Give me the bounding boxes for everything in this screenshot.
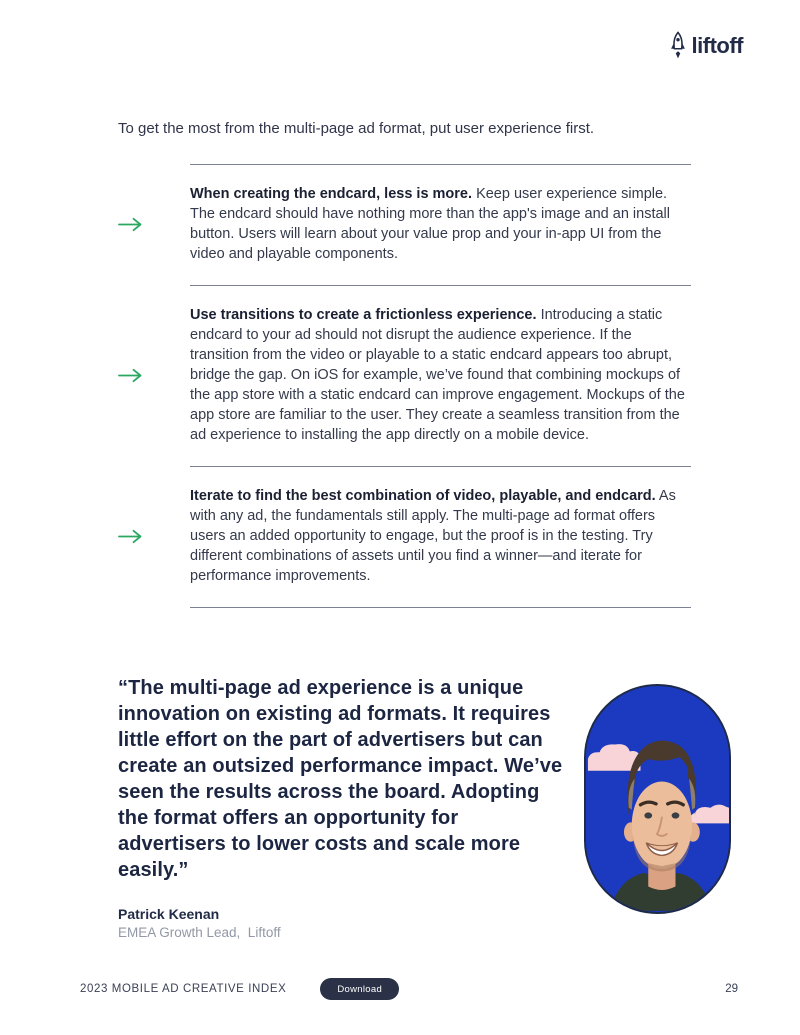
page-footer — [80, 976, 738, 1002]
liftoff-logo — [667, 31, 743, 60]
arrow-right-icon — [118, 217, 190, 232]
main-content — [118, 119, 691, 608]
tip-body-text: Keep user experience simple. The endcard should have nothing more than the app's image and an install button. Users will learn about your value prop and your in-app UI from the video and playable components. — [190, 186, 670, 262]
divider — [190, 607, 691, 608]
page-number: 29 — [725, 983, 738, 995]
tip-text — [190, 184, 691, 264]
tip-lead: Iterate to find the best combination of video, playable, and endcard. — [190, 488, 656, 504]
tip-text — [190, 486, 691, 586]
tip-item-1 — [118, 164, 691, 285]
rocket-icon — [667, 31, 689, 60]
download-button[interactable]: Download — [320, 978, 399, 1000]
tip-text — [190, 305, 691, 445]
tips-list — [118, 164, 691, 608]
tip-text-block — [190, 466, 691, 607]
tip-body-text: Introducing a static endcard to your ad should not disrupt the audience experience. If the transition from the video or playable to a static endcard appears too abrupt, bridge the gap. On iOS for example, we’ve found that combining mockups of the app store with a static endcard can improve engagement. Mockups of the app store are familiar to the user. They create a seamless transition from the ad experience to installing the app directly on a mobile device. — [190, 307, 685, 443]
arrow-right-icon — [118, 529, 190, 544]
brand-name: liftoff — [691, 32, 743, 58]
tip-text-block — [190, 164, 691, 285]
quote-column — [118, 675, 570, 942]
report-title: 2023 MOBILE AD CREATIVE INDEX — [80, 983, 287, 995]
intro-text: To get the most from the multi-page ad format, put user experience first. — [118, 120, 595, 137]
tip-text-block — [190, 285, 691, 466]
quote-section — [118, 675, 731, 942]
quote-text: “The multi-page ad experience is a unique innovation on existing ad formats. It requires little effort on the part of advertisers but can create an outsized performance impact. We’ve seen the results across the board. Adopting the format offers an opportunity for advertisers to lower costs and scale more easily.” — [118, 677, 563, 881]
tip-item-3 — [118, 466, 691, 607]
tip-item-2 — [118, 285, 691, 466]
portrait-photo — [584, 684, 731, 914]
tip-body-text: As with any ad, the fundamentals still apply. The multi-page ad format offers users an added opportunity to engage, but the proof is in the testing. Try different combinations of assets until you find a winner—and iterate for performance improvements. — [190, 488, 676, 584]
author-name: Patrick Keenan — [118, 906, 220, 922]
tip-lead: Use transitions to create a frictionless experience. — [190, 307, 537, 323]
tip-lead: When creating the endcard, less is more. — [190, 186, 473, 202]
quote-attribution — [118, 905, 570, 942]
arrow-right-icon — [118, 368, 190, 383]
author-role: EMEA Growth Lead, Liftoff — [118, 925, 281, 940]
